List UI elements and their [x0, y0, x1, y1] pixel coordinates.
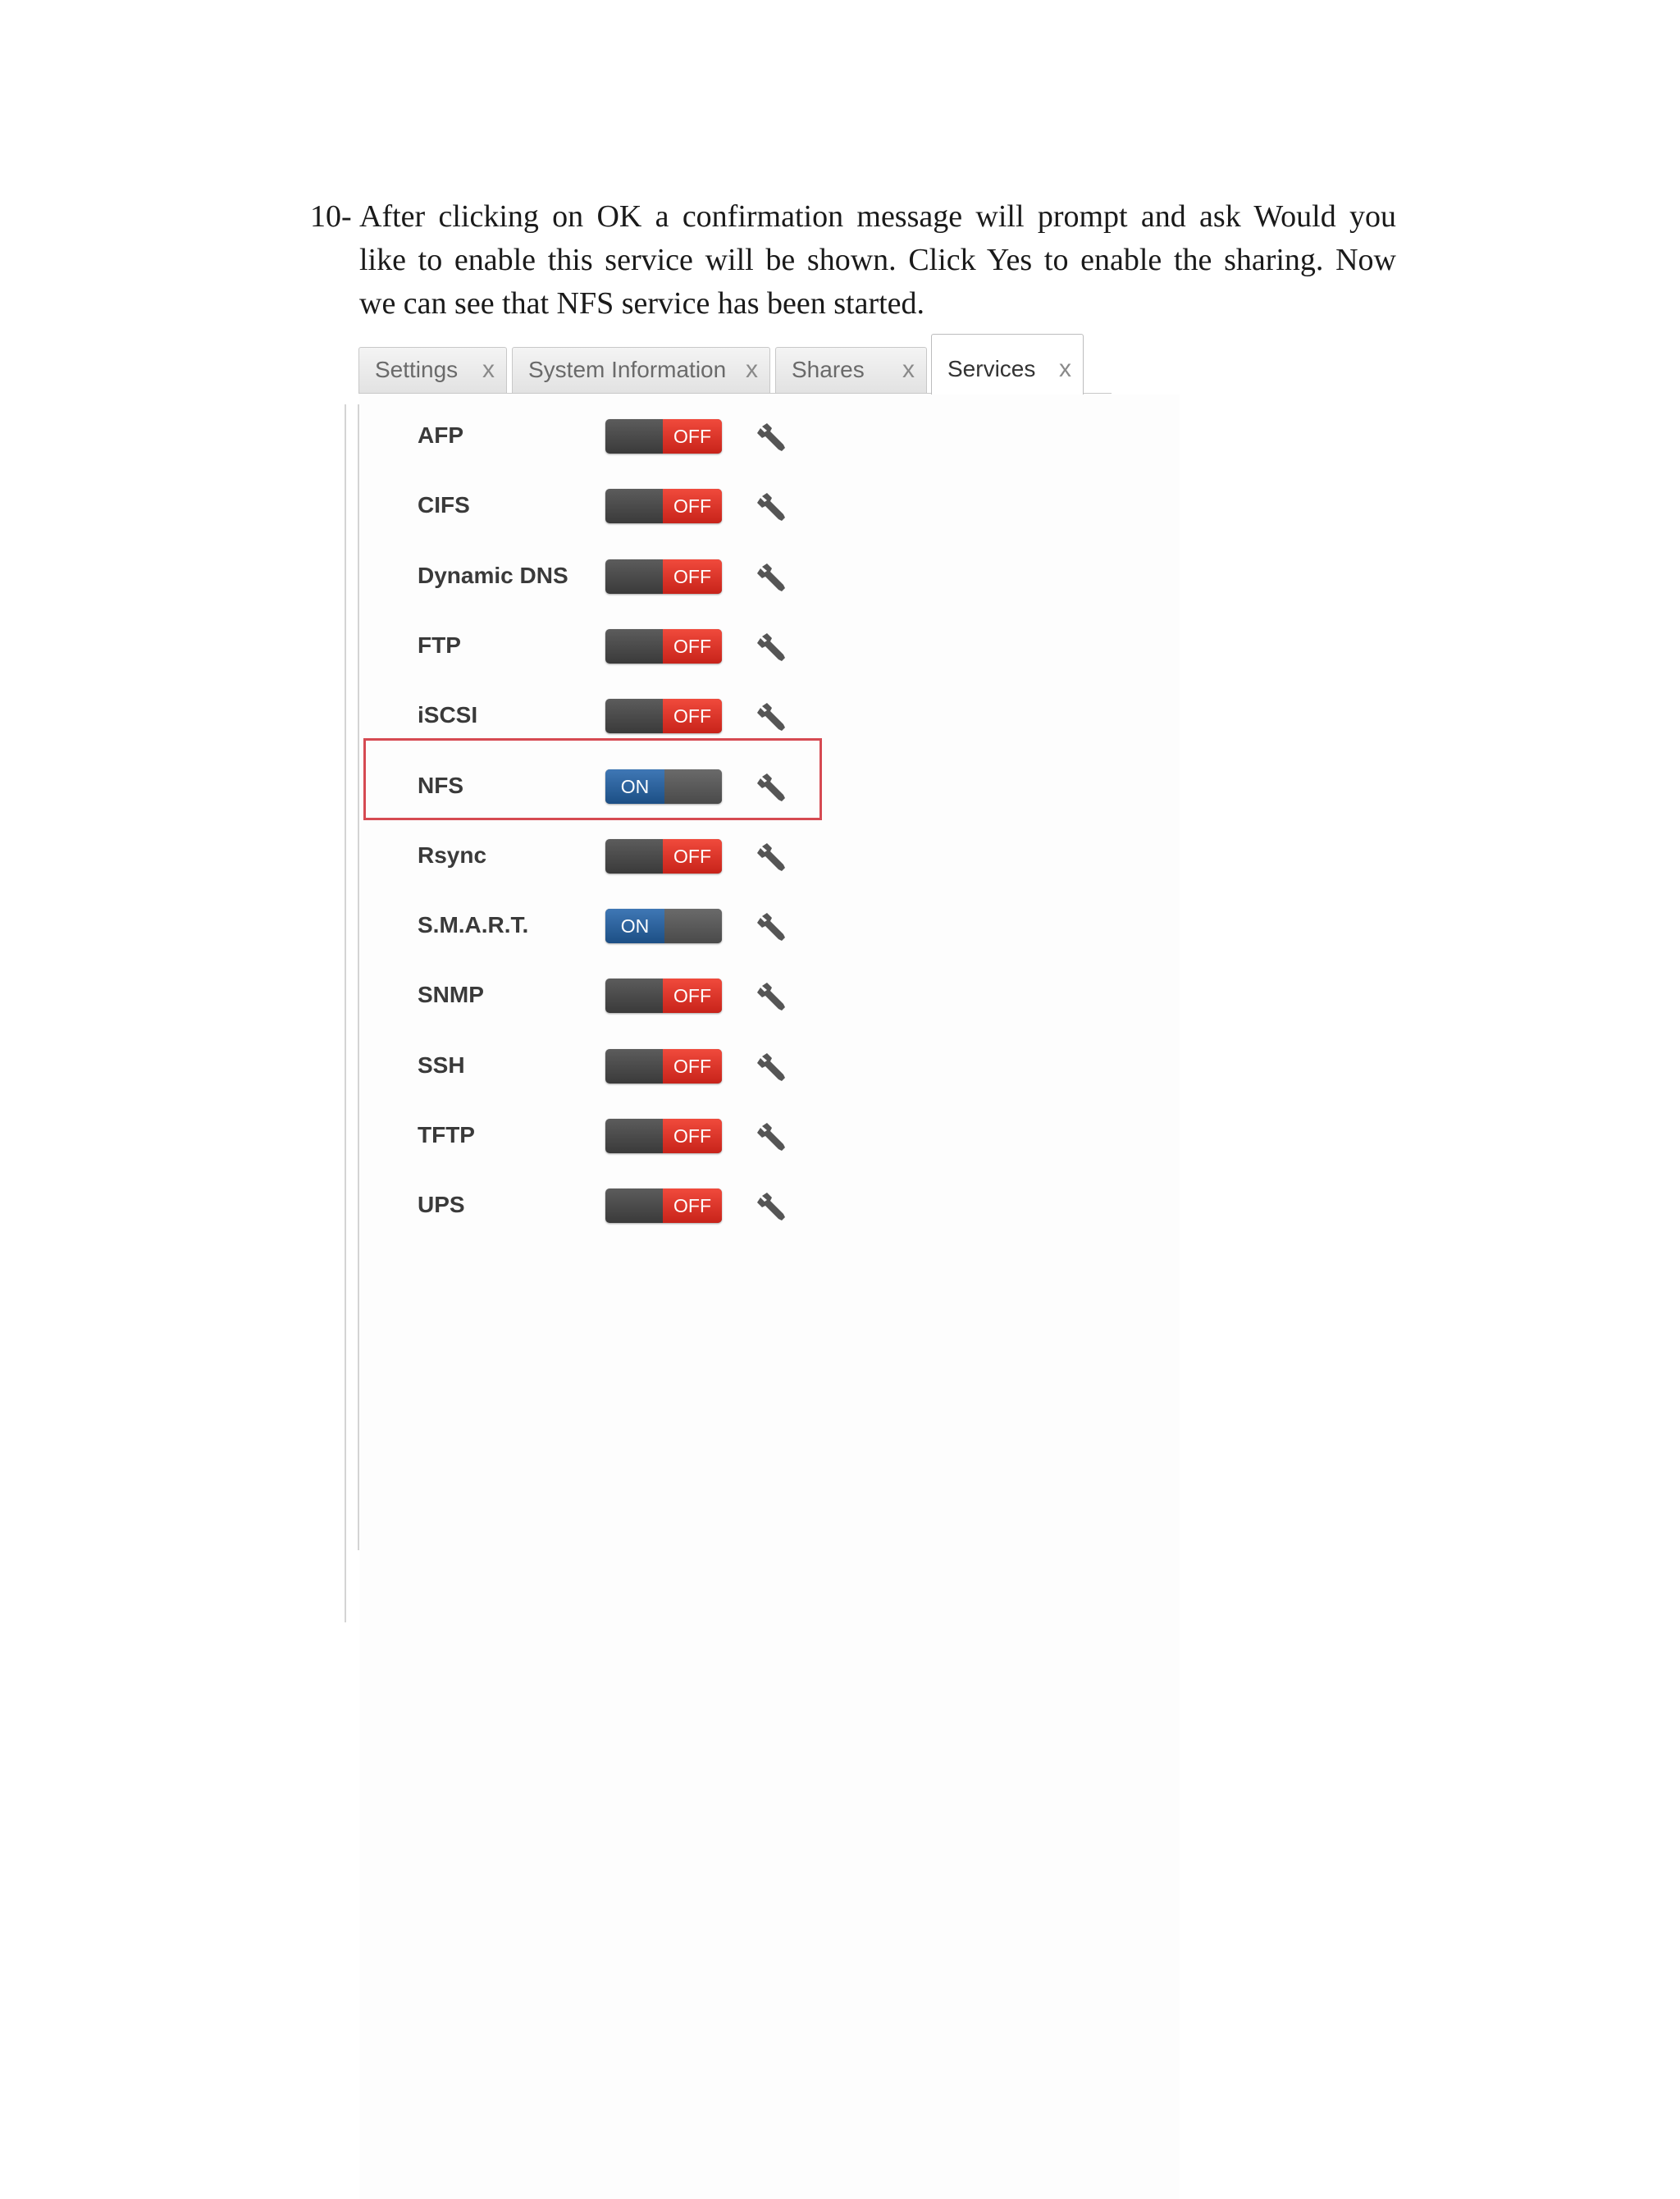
service-name: CIFS [418, 492, 470, 518]
panel-left-border-outer [345, 404, 346, 1622]
tab-bar [358, 332, 1121, 395]
wrench-icon[interactable] [755, 840, 789, 874]
tab-shares[interactable] [775, 347, 927, 393]
wrench-icon[interactable] [755, 420, 789, 454]
service-name: FTP [418, 632, 461, 658]
service-toggle[interactable] [605, 489, 722, 523]
wrench-icon[interactable] [755, 1050, 789, 1084]
step-text-line-1: After clicking on OK a confirmation message will prompt and ask Would you [359, 199, 1396, 234]
service-name: Dynamic DNS [418, 562, 568, 588]
tab-label: Settings [375, 357, 459, 382]
toggle-state: OFF [663, 839, 722, 874]
toggle-state: OFF [663, 629, 722, 664]
toggle-state: OFF [663, 419, 722, 454]
service-row [361, 896, 820, 962]
tab-label: Shares [792, 357, 865, 382]
step-number: 10- [310, 199, 352, 234]
service-row [361, 617, 820, 682]
service-toggle[interactable] [605, 629, 722, 664]
service-name: SNMP [418, 982, 484, 1008]
service-row [361, 1176, 820, 1242]
nfs-highlight-box [363, 738, 822, 820]
service-name: NFS [418, 772, 463, 798]
wrench-icon[interactable] [755, 560, 789, 595]
service-row [361, 407, 820, 472]
tab-settings[interactable] [358, 347, 507, 393]
wrench-icon[interactable] [755, 910, 789, 944]
toggle-knob[interactable] [664, 909, 722, 943]
service-name: UPS [418, 1192, 465, 1218]
wrench-icon[interactable] [755, 1189, 789, 1224]
service-row [361, 547, 820, 613]
close-icon[interactable]: x [902, 356, 915, 383]
wrench-icon[interactable] [755, 979, 789, 1014]
tab-label: Services [947, 356, 1036, 381]
wrench-icon[interactable] [755, 1120, 789, 1154]
service-toggle[interactable] [605, 909, 722, 943]
panel-left-border-inner [358, 404, 359, 1550]
toggle-state: OFF [663, 979, 722, 1013]
service-toggle[interactable] [605, 1188, 722, 1223]
tab-services[interactable] [931, 334, 1084, 395]
service-name: TFTP [418, 1122, 475, 1147]
toggle-state: OFF [663, 559, 722, 594]
tab-label: System Information [528, 357, 727, 382]
step-text-line-2: like to enable this service will be shown. Click Yes to enable the sharing. Now [359, 243, 1396, 277]
wrench-icon[interactable] [755, 490, 789, 524]
toggle-state: ON [605, 769, 664, 804]
service-toggle[interactable] [605, 559, 722, 594]
wrench-icon[interactable] [755, 700, 789, 734]
close-icon[interactable]: x [1059, 355, 1071, 382]
service-name: SSH [418, 1052, 465, 1078]
service-toggle[interactable] [605, 1119, 722, 1153]
close-icon[interactable]: x [746, 356, 758, 383]
step-text-line-3: we can see that NFS service has been started. [359, 286, 925, 321]
toggle-state: OFF [663, 699, 722, 733]
tab-baseline [358, 393, 931, 394]
service-row [361, 827, 820, 892]
wrench-icon[interactable] [755, 630, 789, 664]
tab-system-information[interactable] [512, 347, 770, 393]
services-screenshot [345, 332, 1165, 1550]
toggle-state: ON [605, 909, 664, 943]
service-name: Rsync [418, 842, 487, 868]
toggle-state: OFF [663, 489, 722, 523]
tab-baseline [1084, 393, 1112, 394]
service-toggle[interactable] [605, 419, 722, 454]
service-toggle[interactable] [605, 839, 722, 874]
service-name: AFP [418, 422, 463, 448]
service-name: S.M.A.R.T. [418, 912, 529, 938]
service-row [361, 1037, 820, 1102]
service-toggle[interactable] [605, 979, 722, 1013]
toggle-state: OFF [663, 1119, 722, 1153]
service-toggle[interactable] [605, 1049, 722, 1084]
service-row [361, 966, 820, 1032]
service-row [361, 1106, 820, 1172]
toggle-state: OFF [663, 1188, 722, 1223]
toggle-state: OFF [663, 1049, 722, 1084]
close-icon[interactable]: x [482, 356, 495, 383]
service-toggle[interactable] [605, 699, 722, 733]
service-row [361, 477, 820, 542]
service-name: iSCSI [418, 702, 478, 728]
